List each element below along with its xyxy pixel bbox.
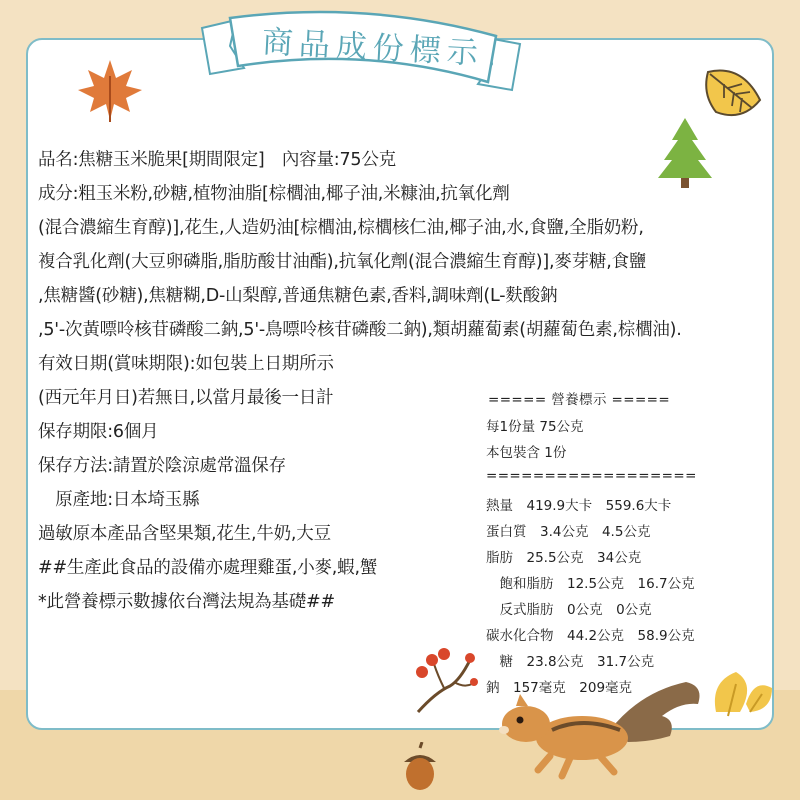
nutrition-row: 鈉 157毫克 209毫克 bbox=[486, 680, 633, 696]
berry-branch-icon bbox=[410, 646, 478, 716]
product-name-line: 品名:焦糖玉米脆果[期間限定] 內容量:75公克 bbox=[38, 150, 396, 170]
acorn-icon bbox=[398, 742, 442, 792]
nutrition-row: 脂肪 25.5公克 34公克 bbox=[486, 550, 642, 566]
nutrition-row: 碳水化合物 44.2公克 58.9公克 bbox=[486, 628, 695, 644]
banner-title: 商品成份標示 bbox=[261, 24, 485, 72]
pine-tree-icon bbox=[656, 116, 714, 190]
ingredients-line: 複合乳化劑(大豆卵磷脂,脂肪酸甘油酯),抗氧化劑(混合濃縮生育醇)],麥芽糖,食鹽 bbox=[38, 252, 647, 272]
ingredients-line: ,焦糖醬(砂糖),焦糖糊,D-山梨醇,普通焦糖色素,香料,調味劑(L-麩酸鈉 bbox=[38, 286, 558, 306]
ingredients-line: ,5'-次黃嘌呤核苷磷酸二鈉,5'-鳥嘌呤核苷磷酸二鈉),類胡蘿蔔素(胡蘿蔔色素,棕櫚油). bbox=[38, 320, 682, 340]
expiry-line: 有效日期(賞味期限):如包裝上日期所示 bbox=[38, 354, 334, 374]
ingredients-line: (混合濃縮生育醇)],花生,人造奶油[棕櫚油,棕櫚核仁油,椰子油,水,食鹽,全脂奶粉, bbox=[38, 218, 644, 238]
nutrition-row: 糖 23.8公克 31.7公克 bbox=[486, 654, 655, 670]
nutrition-row: 蛋白質 3.4公克 4.5公克 bbox=[486, 524, 651, 540]
nutrition-separator: ================== bbox=[486, 468, 697, 484]
nutrition-row: 本包裝含 1份 bbox=[486, 445, 567, 461]
ingredients-line: 成分:粗玉米粉,砂糖,植物油脂[棕櫚油,椰子油,米糠油,抗氧化劑 bbox=[38, 184, 510, 204]
expiry-line: (西元年月日)若無日,以當月最後一日計 bbox=[38, 388, 334, 408]
nutrition-row: 每1份量 75公克 bbox=[486, 419, 584, 435]
ginkgo-leaf-icon bbox=[706, 664, 776, 724]
nutrition-row: 反式脂肪 0公克 0公克 bbox=[486, 602, 652, 618]
storage-line: 保存方法:請置於陰涼處常溫保存 bbox=[38, 456, 286, 476]
nutrition-row: 飽和脂肪 12.5公克 16.7公克 bbox=[486, 576, 695, 592]
allergen-line: ##生產此食品的設備亦處理雞蛋,小麥,蝦,蟹 bbox=[38, 558, 378, 578]
origin-line: 原產地:日本埼玉縣 bbox=[38, 490, 200, 510]
nutrition-row: 熱量 419.9大卡 559.6大卡 bbox=[486, 498, 672, 514]
maple-leaf-icon bbox=[74, 56, 146, 124]
note-line: *此營養標示數據依台灣法規為基礎## bbox=[38, 592, 335, 612]
yellow-leaf-icon bbox=[702, 62, 766, 124]
shelf-life-line: 保存期限:6個月 bbox=[38, 422, 159, 442]
nutrition-header: ===== 營養標示 ===== bbox=[488, 392, 671, 408]
allergen-line: 過敏原本產品含堅果類,花生,牛奶,大豆 bbox=[38, 524, 331, 544]
